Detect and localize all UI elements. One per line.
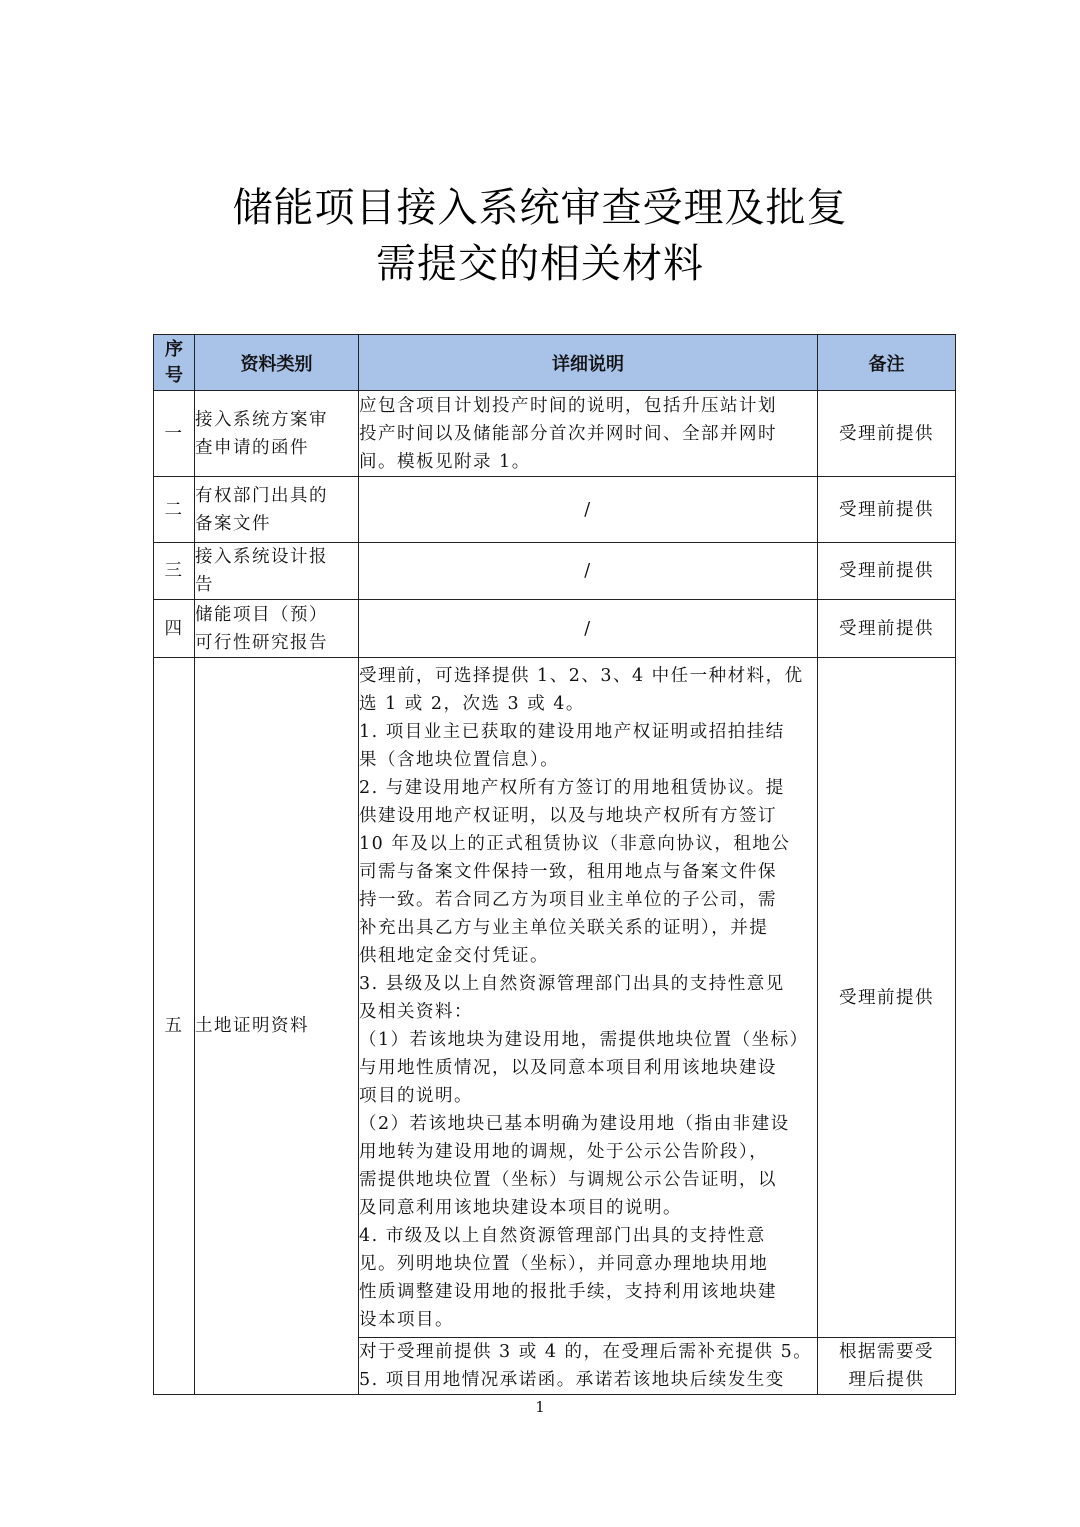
table-row — [154, 543, 956, 600]
row-extra-detail: 对于受理前提供 3 或 4 的，在受理后需补充提供 5。 5. 项目用地情况承诺函。承诺若该地块后续发生变 — [359, 1338, 818, 1395]
header-category: 资料类别 — [195, 335, 359, 391]
table-header-row — [154, 335, 956, 391]
row-remark: 受理前提供 — [818, 477, 956, 543]
row-seq: 二 — [154, 477, 195, 543]
row-detail: / — [359, 543, 818, 600]
materials-table — [153, 334, 956, 1395]
page-number: 1 — [535, 1398, 545, 1416]
row-remark: 受理前提供 — [818, 658, 956, 1338]
table-row — [154, 477, 956, 543]
header-seq: 序 号 — [154, 335, 195, 391]
row-detail: 受理前，可选择提供 1、2、3、4 中任一种材料，优 选 1 或 2，次选 3 或 4。 1. 项目业主已获取的建设用地产权证明或招拍挂结 果（含地块位置信息）。 2. 与建设用地产权所有方签订的用地租赁协议。提 供建设用地产权证明，以及与地块产权所有方签订 10 年及以上的正式租赁协议（非意向协议，租地公 司需与备案文件保持一致，租用地点与备案文件保 持一致。若合同乙方为项目业主单位的子公司，需 补充出具乙方与业主单位关联关系的证明），并提 供租地定金交付凭证。 3. 县级及以上自然资源管理部门出具的支持性意见 及相关资料： （1）若该地块为建设用地，需提供地块位置（坐标） 与用地性质情况，以及同意本项目利用该地块建设 项目的说明。 （2）若该地块已基本明确为建设用地（指由非建设 用地转为建设用地的调规，处于公示公告阶段）， 需提供地块位置（坐标）与调规公示公告证明，以 及同意利用该地块建设本项目的说明。 4. 市级及以上自然资源管理部门出具的支持性意 见。列明地块位置（坐标），并同意办理地块用地 性质调整建设用地的报批手续，支持利用该地块建 设本项目。 — [359, 658, 818, 1338]
row-seq: 三 — [154, 543, 195, 600]
row-category: 接入系统方案审 查申请的函件 — [195, 391, 359, 477]
page-title — [0, 180, 1080, 292]
row-remark: 受理前提供 — [818, 600, 956, 658]
title-line-1: 储能项目接入系统审查受理及批复 — [232, 185, 848, 231]
row-detail: 应包含项目计划投产时间的说明，包括升压站计划 投产时间以及储能部分首次并网时间、全部并网时 间。模板见附录 1。 — [359, 391, 818, 477]
row-remark: 受理前提供 — [818, 543, 956, 600]
header-detail: 详细说明 — [359, 335, 818, 391]
row-extra-remark: 根据需要受 理后提供 — [818, 1338, 956, 1395]
row-seq: 一 — [154, 391, 195, 477]
row-category: 土地证明资料 — [195, 658, 359, 1395]
table-row — [154, 658, 956, 1338]
table-row — [154, 391, 956, 477]
row-detail: / — [359, 477, 818, 543]
row-seq: 五 — [154, 658, 195, 1395]
row-detail: / — [359, 600, 818, 658]
row-category: 有权部门出具的 备案文件 — [195, 477, 359, 543]
row-category: 储能项目（预） 可行性研究报告 — [195, 600, 359, 658]
table-row — [154, 600, 956, 658]
title-line-2: 需提交的相关材料 — [376, 241, 704, 287]
row-remark: 受理前提供 — [818, 391, 956, 477]
row-seq: 四 — [154, 600, 195, 658]
header-remark: 备注 — [818, 335, 956, 391]
row-category: 接入系统设计报 告 — [195, 543, 359, 600]
